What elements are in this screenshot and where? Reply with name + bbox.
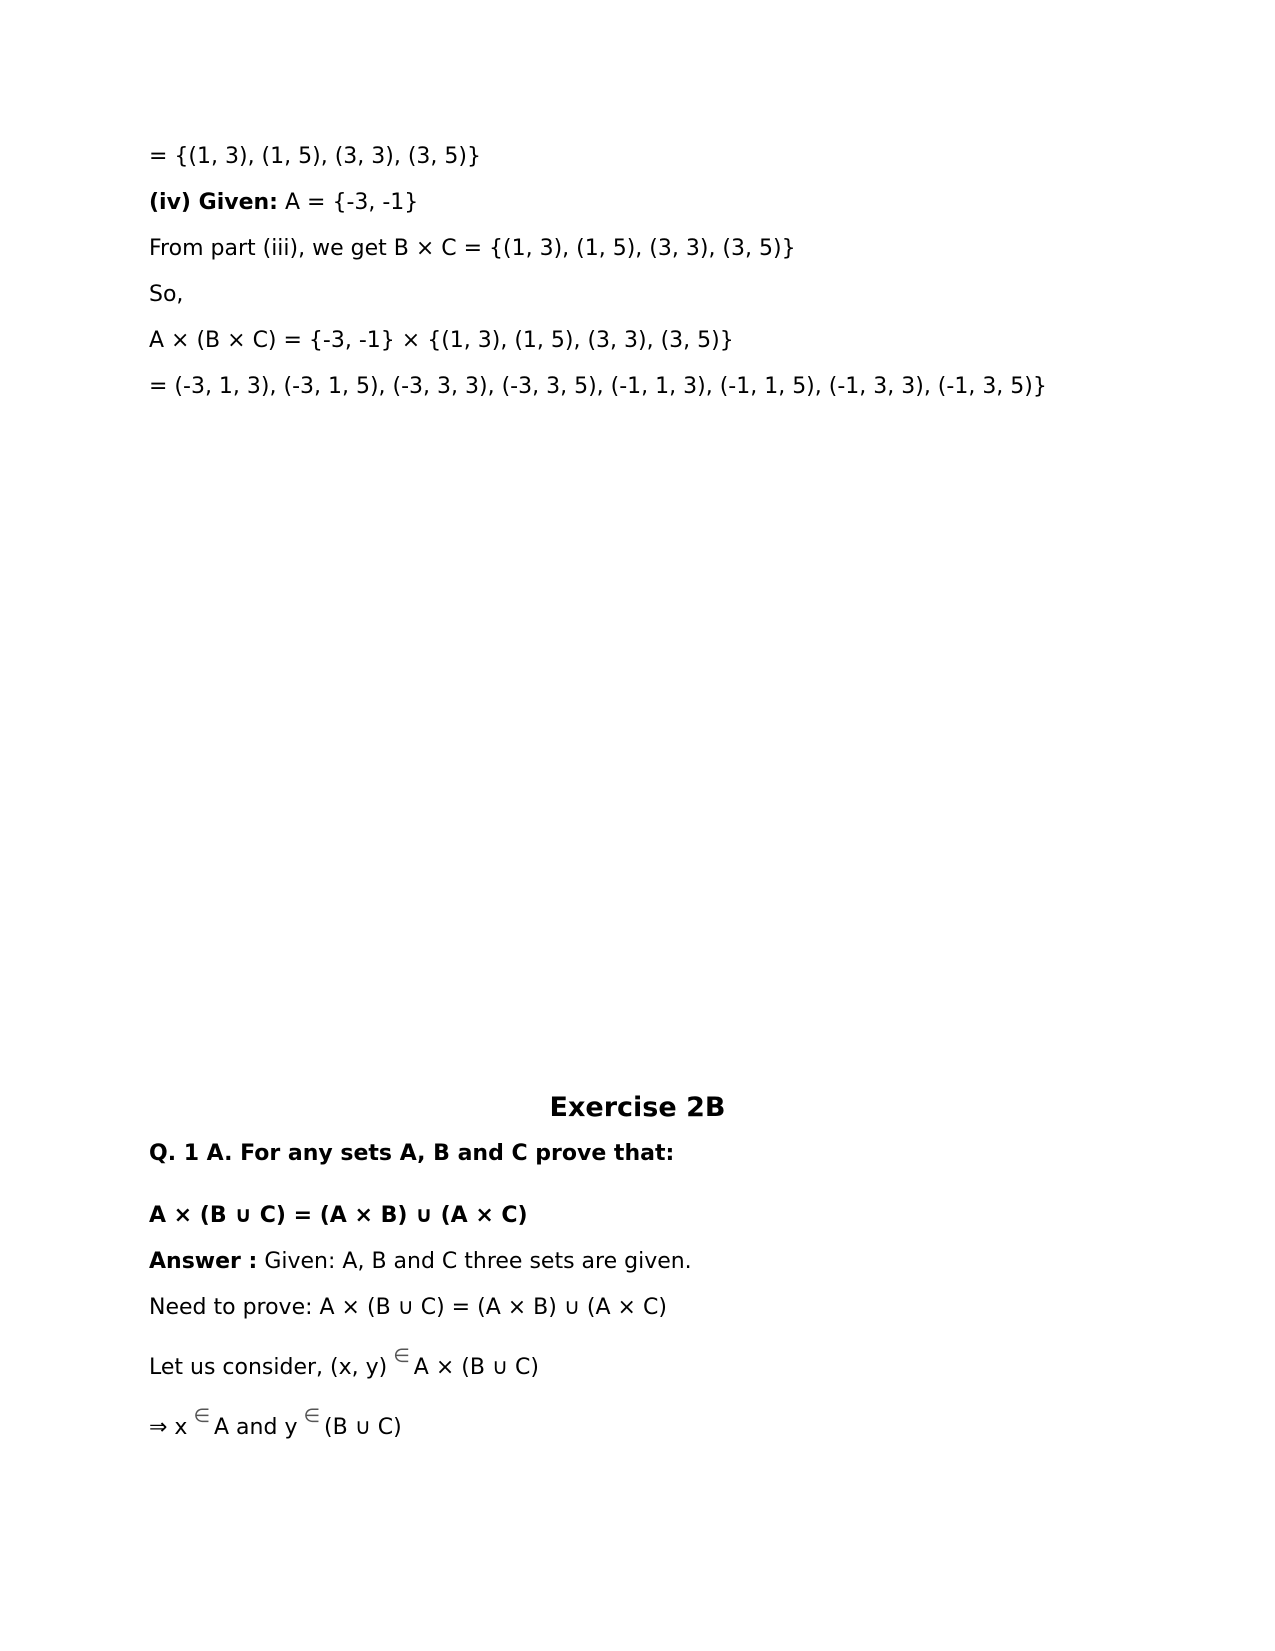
implies-suffix: (B ∪ C) [324,1415,402,1440]
part-iv-result: = (-3, 1, 3), (-3, 1, 5), (-3, 3, 3), (-3, 3, 5), (-1, 1, 3), (-1, 1, 5), (-1, 3, 3), (-1, 3, 5)} [149,374,1047,399]
implies-prefix: ⇒ x [149,1415,188,1440]
consider-prefix: Let us consider, (x, y) [149,1355,388,1380]
element-of-icon: ∈ [393,1345,410,1367]
part-iv-from-part: From part (iii), we get B × C = {(1, 3), (1, 5), (3, 3), (3, 5)} [149,236,796,261]
consider-suffix: A × (B ∪ C) [413,1355,539,1380]
part-iv-so: So, [149,282,184,307]
element-of-icon: ∈ [193,1405,211,1427]
part-iv-label: (iv) Given: [149,190,278,215]
answer-given: Given: A, B and C three sets are given. [264,1249,692,1274]
need-to-prove: Need to prove: A × (B ∪ C) = (A × B) ∪ (A × C) [149,1295,667,1320]
implies-middle: A and y [214,1415,298,1440]
consider-line [149,1345,539,1383]
part-iii-result: = {(1, 3), (1, 5), (3, 3), (3, 5)} [149,144,481,169]
part-iv-product: A × (B × C) = {-3, -1} × {(1, 3), (1, 5), (3, 3), (3, 5)} [149,328,734,353]
question-statement: A × (B ∪ C) = (A × B) ∪ (A × C) [149,1203,528,1228]
question-label: Q. 1 A. For any sets A, B and C prove that: [149,1141,675,1166]
part-iv-given-line [149,188,418,218]
answer-label: Answer : [149,1249,258,1274]
exercise-title: Exercise 2B [549,1092,726,1123]
answer-line [149,1247,692,1277]
element-of-icon: ∈ [303,1405,321,1427]
implies-line [149,1405,402,1443]
part-iv-given-text: A = {-3, -1} [284,190,419,215]
